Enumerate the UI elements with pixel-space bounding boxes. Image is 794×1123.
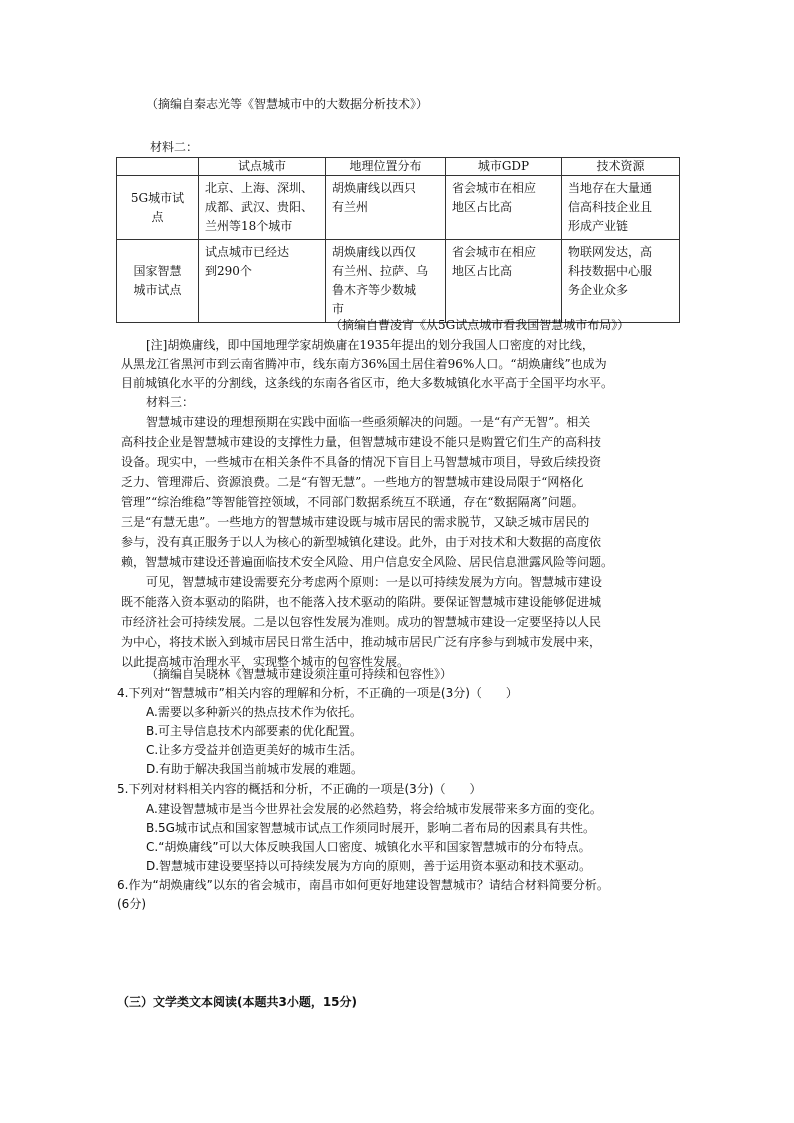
material-three-line: 市经济社会可持续发展。二是以包容性发展为准则。成功的智慧城市建设一定要坚持以人民 xyxy=(121,615,602,629)
cell-line: 科技数据中心服 xyxy=(568,264,653,278)
question-4-option-d: D.有助于解决我国当前城市发展的难题。 xyxy=(146,762,364,776)
table-row xyxy=(117,176,680,240)
table-cell xyxy=(562,240,680,323)
table-cell xyxy=(326,240,446,323)
table-row xyxy=(117,240,680,323)
question-5-option-c: C.“胡焕庸线”可以大体反映我国人口密度、城镇化水平和国家智慧城市的分布特点。 xyxy=(146,840,591,854)
cell-line: 当地存在大量通 xyxy=(568,181,653,195)
question-4-option-b: B.可主导信息技术内部要素的优化配置。 xyxy=(146,724,363,738)
material-three-line: 为中心，将技术嵌入到城市居民日常生活中，推动城市居民广泛有序参与到城市发展中来， xyxy=(121,635,602,649)
row-header-line: 城市试点 xyxy=(133,283,182,297)
note-line: [注]胡焕庸线，即中国地理学家胡焕庸在1935年提出的划分我国人口密度的对比线， xyxy=(146,338,594,352)
cell-line: 兰州等18个城市 xyxy=(205,219,293,233)
material-three-line: 赖，智慧城市建设还普遍面临技术安全风险、用户信息安全风险、居民信息泄露风险等问题。 xyxy=(121,555,614,569)
source-citation-1: （摘编自秦志光等《智慧城市中的大数据分析技术》） xyxy=(146,97,429,111)
material-three-line: 高科技企业是智慧城市建设的支撑性力量，但智慧城市建设不能只是购置它们生产的高科技 xyxy=(121,435,602,449)
cell-line: 到290个 xyxy=(205,264,252,278)
question-5-option-d: D.智慧城市建设要坚持以可持续发展为方向的原则，善于运用资本驱动和技术驱动。 xyxy=(146,859,592,873)
cell-line: 试点城市已经达 xyxy=(205,245,290,259)
cell-line: 信高科技企业且 xyxy=(568,200,653,214)
table-header-cell: 地理位置分布 xyxy=(326,158,446,176)
cell-line: 地区占比高 xyxy=(452,264,513,278)
material-three-line: 智慧城市建设的理想预期在实践中面临一些亟须解决的问题。一是“有产无智”。相关 xyxy=(146,415,591,429)
material-three-line: 乏力、管理滞后、资源浪费。二是“有智无慧”。一些地方的智慧城市建设局限于“网格化 xyxy=(121,475,584,489)
question-6-stem: 6.作为“胡焕庸线”以东的省会城市，南昌市如何更好地建设智慧城市？请结合材料简要分析。 xyxy=(117,878,609,892)
question-4-stem: 4.下列对“智慧城市”相关内容的理解和分析，不正确的一项是(3分)（ ） xyxy=(117,686,518,700)
note-line: 目前城镇化水平的分割线，这条线的东南各省区市，绝大多数城镇化水平高于全国平均水平。 xyxy=(121,376,614,390)
material-three-line: 管理”“综治维稳”等智能管控领域，不同部门数据系统互不联通，存在“数据隔离”问题。 xyxy=(121,495,584,509)
row-header xyxy=(117,240,199,323)
material-two-label: 材料二： xyxy=(150,140,199,154)
table-cell xyxy=(562,176,680,240)
table-cell xyxy=(199,240,326,323)
cell-line: 胡焕庸线以西只 xyxy=(332,181,417,195)
table-header-cell: 城市GDP xyxy=(446,158,562,176)
question-5-option-b: B.5G城市试点和国家智慧城市试点工作须同时展开，影响二者布局的因素具有共性。 xyxy=(146,821,595,835)
material-three-line: 可见，智慧城市建设需要充分考虑两个原则：一是以可持续发展为方向。智慧城市建设 xyxy=(146,575,603,589)
cell-line: 务企业众多 xyxy=(568,283,629,297)
cell-line: 地区占比高 xyxy=(452,200,513,214)
row-header xyxy=(117,176,199,240)
material-three-line: 三是“有慧无患”。一些地方的智慧城市建设既与城市居民的需求脱节，又缺乏城市居民的 xyxy=(121,515,590,529)
cell-line: 有兰州、拉萨、乌 xyxy=(332,264,429,278)
material-three-line: 以此提高城市治理水平，实现整个城市的包容性发展。 xyxy=(121,655,410,669)
source-citation-3: （摘编自吴晓林《智慧城市建设须注重可持续和包容性》） xyxy=(146,667,453,681)
row-header-line: 5G城市试 xyxy=(130,190,185,205)
cell-line: 有兰州 xyxy=(332,200,369,214)
cell-line: 省会城市在相应 xyxy=(452,245,537,259)
section-heading: （三）文学类文本阅读(本题共3小题，15分) xyxy=(117,995,358,1009)
table-header-cell xyxy=(117,158,199,176)
table-cell xyxy=(446,240,562,323)
table-header-cell: 技术资源 xyxy=(562,158,680,176)
cell-line: 省会城市在相应 xyxy=(452,181,537,195)
material-three-label: 材料三： xyxy=(146,395,195,409)
material-three-line: 既不能落入资本驱动的陷阱，也不能落入技术驱动的陷阱。要保证智慧城市建设能够促进城 xyxy=(121,595,602,609)
cell-line: 北京、上海、深圳、 xyxy=(205,181,314,195)
cell-line: 胡焕庸线以西仅 xyxy=(332,245,417,259)
cell-line: 市 xyxy=(332,302,345,316)
table-header-row xyxy=(117,158,680,176)
cell-line: 形成产业链 xyxy=(568,219,629,233)
pilot-city-table xyxy=(116,157,680,323)
row-header-line: 点 xyxy=(151,209,164,224)
note-line: 从黑龙江省黑河市到云南省腾冲市，线东南方36%国土居住着96%人口。“胡焕庸线”也成为 xyxy=(121,357,607,371)
question-4-option-a: A.需要以多种新兴的热点技术作为依托。 xyxy=(146,705,362,719)
table-cell xyxy=(199,176,326,240)
cell-line: 成都、武汉、贵阳、 xyxy=(205,200,314,214)
question-6-points: (6分) xyxy=(117,897,146,911)
cell-line: 鲁木齐等少数城 xyxy=(332,283,417,297)
table-header-cell: 试点城市 xyxy=(199,158,326,176)
material-three-line: 设备。现实中，一些城市在相关条件不具备的情况下盲目上马智慧城市项目，导致后续投资 xyxy=(121,455,602,469)
table-cell xyxy=(446,176,562,240)
source-citation-2: （摘编自曹凌宵《从5G试点城市看我国智慧城市布局》） xyxy=(330,318,630,332)
cell-line: 物联网发达，高 xyxy=(568,245,653,259)
material-three-line: 参与，没有真正服务于以人为核心的新型城镇化建设。此外，由于对技术和大数据的高度依 xyxy=(121,535,602,549)
table-cell xyxy=(326,176,446,240)
question-5-option-a: A.建设智慧城市是当今世界社会发展的必然趋势，将会给城市发展带来多方面的变化。 xyxy=(146,802,602,816)
question-4-option-c: C.让多方受益并创造更美好的城市生活。 xyxy=(146,743,363,757)
row-header-line: 国家智慧 xyxy=(133,264,182,278)
question-5-stem: 5.下列对材料相关内容的概括和分析，不正确的一项是(3分)（ ） xyxy=(117,782,482,796)
